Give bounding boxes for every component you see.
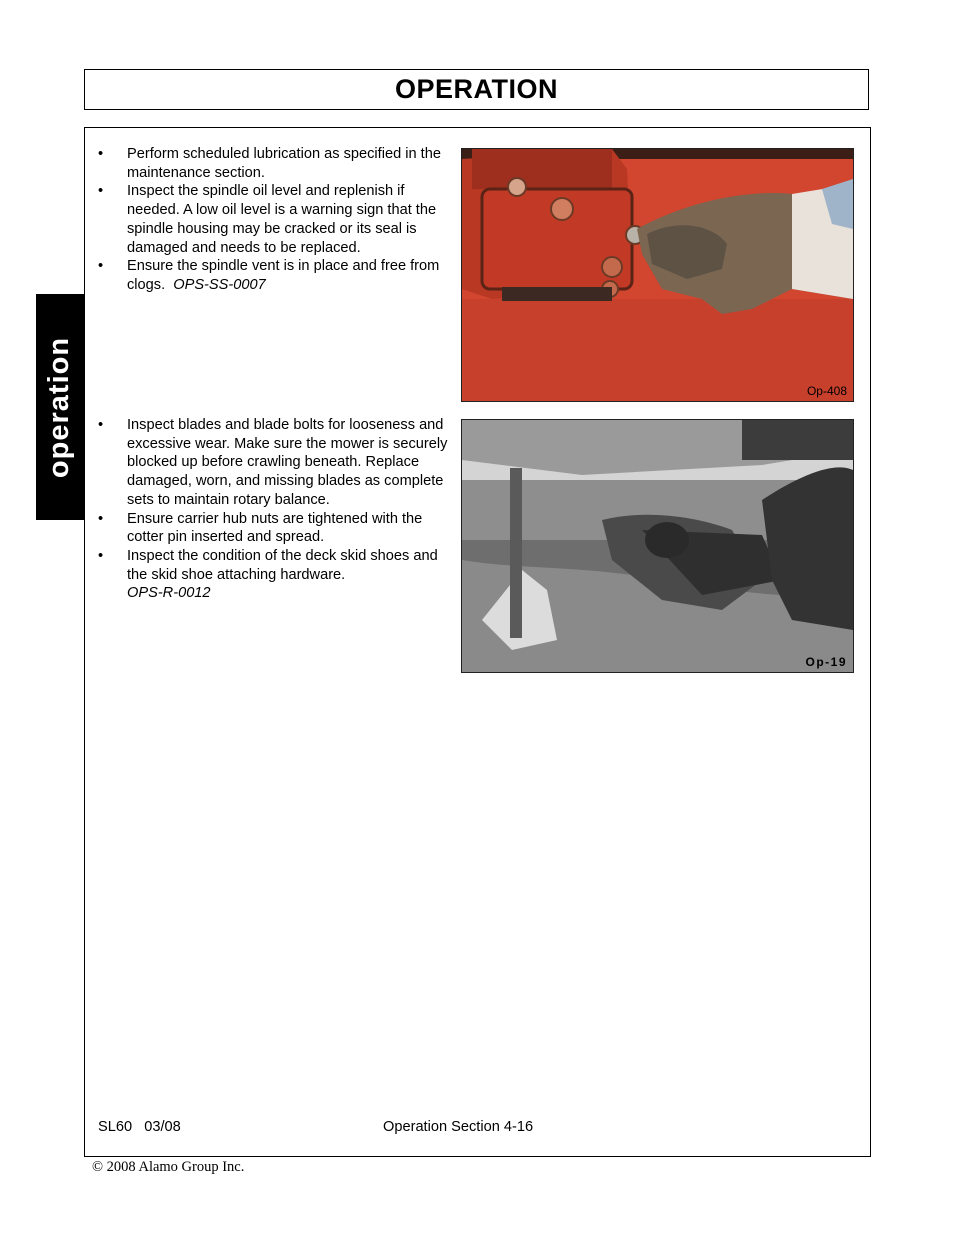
bullet-list-blades [98, 416, 453, 603]
side-tab-label: operation [43, 336, 76, 478]
under-mower-photo-illustration [462, 420, 853, 672]
side-section-tab [36, 294, 84, 520]
list-item: • Perform scheduled lubrication as specified in the maintenance section. [98, 146, 441, 181]
list-item: • Ensure carrier hub nuts are tightened with the cotter pin inserted and spread. [98, 510, 423, 546]
list-item: • Inspect blades and blade bolts for looseness and excessive wear. Make sure the mower is securely blocked up before crawling beneath. Replace damaged, worn, and missing blades as complete sets to maintain rotary balance. [98, 417, 448, 508]
list-item: • Ensure the spindle vent is in place and free from clogs. OPS-SS-0007 [98, 258, 440, 293]
reference-code: OPS-SS-0007 [173, 276, 266, 293]
copyright-notice: © 2008 Alamo Group Inc. [92, 1159, 245, 1175]
under-mower-photo [461, 419, 854, 673]
page-header [84, 69, 869, 110]
spindle-photo [461, 148, 854, 402]
footer-section-page: Operation Section 4-16 [383, 1119, 534, 1135]
photo-label: Op-408 [806, 384, 847, 398]
list-item: • Inspect the spindle oil level and replenish if needed. A low oil level is a warning sign that the spindle housing may be cracked or its seal is damaged and needs to be replaced. [98, 183, 437, 256]
photo-label: Op-19 [805, 655, 847, 669]
page-title: OPERATION [394, 74, 558, 104]
footer-model-date: SL60 03/08 [98, 1119, 181, 1135]
spindle-photo-illustration [462, 149, 853, 401]
reference-code: OPS-R-0012 [127, 585, 211, 602]
bullet-list-lubrication [98, 145, 453, 295]
list-item: • Inspect the condition of the deck skid shoes and the skid shoe attaching hardware. OPS-R-0012 [98, 547, 438, 602]
